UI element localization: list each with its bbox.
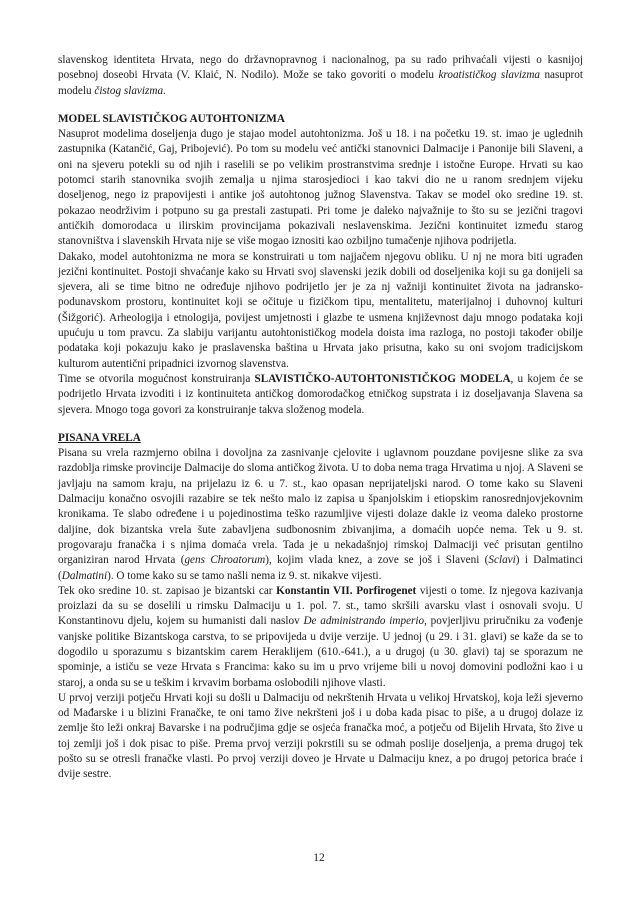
- document-page: [58, 53, 583, 783]
- model-paragraph-3: Time se otvorila mogućnost konstruiranja SLAVISTIČKO-AUTOHTONISTIČKOG MODELA, u kojem će se podrijetlo Hrvata izvoditi i iz kontinuiteta antičkog domorodačkog etničkog supstrata i iz doseljavanja Slavena sa sjevera. Mnogo toga govori za konstruiranje takva složenog modela.: [58, 372, 583, 416]
- sources-paragraph-1: Pisana su vrela razmjerno obilna i dovoljna za zasnivanje cjelovite i uglavnom pouzdane povijesne slike za sva razdoblja rimske provincije Dalmacije do sloma antičkog života. U to doba nema traga Hrvatima u njoj. A Slaveni se javljaju na samom kraju, na prijelazu iz 6. u 7. st., kao opasan neprijateljski narod. O tome kako su Slaveni Dalmaciju konačno osvojili razabire se tek nešto malo iz zapisa u španjolskim i etiopskim ranosrednjovjekovnim kronikama. Te slabo određene i u pojedinostima teško razumljive vijesti dolaze dakle iz veoma daleko prostorne daljine, dok bizantska vrela šute zabavljena sudbonosnim zbivanjima, a domaćih uopće nema. Tek u 9. st. progovaraju franačka i s njima domaća vrela. Tada je u nekadašnjoj rimskoj Dalmaciji već prisutan gentilno organiziran narod Hrvata (gens Chroatorum), kojim vlada knez, a zove se još i Slaveni (Sclavi) i Dalmatinci (Dalmatini). O tome kako su se tamo našli nema iz 9. st. nikakve vijesti.: [58, 447, 584, 582]
- term-dalmatini: Dalmatini: [61, 569, 108, 582]
- section-heading-sources: PISANA VRELA: [58, 431, 141, 444]
- sources-paragraph-3: U prvoj verziji potječu Hrvati koji su došli u Dalmaciju od nekrštenih Hrvata u velikoj Hrvatskoj, koja leži sjeverno od Mađarske i u blizini Franačke, te oni tamo žive nekršteni još i u doba kada pisac to piše, a u drugoj dolaze iz zemlje što leži onkraj Bavarske i na područjima gdje se osjeća franačka moć, a potječu od Bijelih Hrvata, što žive u toj zemlji još i dok pisac to piše. Prema prvoj verziji pokrstili su se odmah poslije doseljenja, a prema drugoj tek pošto su se otresli franačke vlasti. Po prvoj verziji doveo je Hrvate u Dalmaciju knez, a po drugoj petorica braće i dvije sestre.: [58, 691, 583, 781]
- term-kroatisticki-slavizam: kroatističkog slavizma: [438, 69, 541, 82]
- author-name-bold: Konstantin VII. Porfirogenet: [276, 584, 417, 597]
- model-name-bold: SLAVISTIČKO-AUTOHTONISTIČKOG MODELA: [254, 372, 511, 385]
- model-paragraph-2: Dakako, model autohtonizma ne mora se konstruirati u tom najjačem njegovu obliku. U nj ne mora biti ugrađen jezični kontinuitet. Postoji shvaćanje kako su Hrvati svoj slavenski jezik dobili od doseljenika koji su ga donijeli sa sjevera, ali se time bitno ne određuje njihovo podrijetlo jer je za nj važniji kontinuitet života na jadransko-podunavskom prostoru, kontinuitet koji se očituje u fizičkom tipu, mentalitetu, materijalnoj i duhovnoj kulturi (Šižgorić). Arheologija i etnologija, povijest umjetnosti i glazbe te usmena književnost daju mnogo podataka koji upućuju u tom pravcu. Za slabiju varijantu autohtonističkog modela doista ima razloga, no postoji također obilje podataka koji pokazuju kako je praslavenska baština u Hrvata jako prisutna, kako su oni svojom tradicijskom kulturom autentični pripadnici izvornog slavenstva.: [58, 250, 583, 370]
- term-gens-chroatorum: gens Chroatorum: [184, 554, 266, 567]
- book-title-italic: De administrando imperio: [303, 615, 425, 628]
- term-cisti-slavizam: čistog slavizma: [94, 84, 164, 97]
- model-paragraph-1: Nasuprot modelima doseljenja dugo je stajao model autohtonizma. Još u 18. i na početku 19. st. imao je uglednih zastupnika (Katančić, Gaj, Pribojević). Po tom su modelu već antički stanovnici Dalmacije i Panonije bili Slaveni, a oni na sjeveru potekli su od njih i raselili se po velikim prostranstvima srednje i istočne Europe. Hrvati su kao potomci starih stanovnika svojih zemalja u njima starosjedioci i kao takvi dio ne u ranom srednjem vijeku doseljenog, nego iz prapovijesti i antike još autohtonog južnog Slavenstva. Takav se model oko sredine 19. st. pokazao neodrživim i potpuno su ga prestali zastupati. Pri tome je daleko najvažnije to što su se jezični tragovi antičkih domorodaca u ilirskim provincijama pokazivali neslavenskima. Jezični kontinuitet između starog stanovništva i slavenskih Hrvata nije se više mogao iznositi kao ozbiljno tumačenje njihova podrijetla.: [58, 128, 583, 248]
- sources-paragraph-2: Tek oko sredine 10. st. zapisao je bizantski car Konstantin VII. Porfirogenet vijesti o tome. Iz njegova kazivanja proizlazi da su se doselili u rimsku Dalmaciju u 1. pol. 7. st., tamo skršili avarsku vlast i osnovali svoju. U Konstantinovu djelu, kojem su humanisti dali naslov De administrando imperio, povjerljivu priručniku za vođenje vanjske politike Bizantskoga carstva, to se pripovijeda u dvije verzije. U jednoj (u 29. i 31. glavi) se kaže da se to dogodilo u sporazumu s bizantskim carem Heraklijem (610.-641.), a u drugoj (u 30. glavi) taj se sporazum ne spominje, a ističu se veze Hrvata s Francima: kako su im u prvo vrijeme bili u novoj domovini podložni kao i u staroj, a onda su se u teškim i krvavim borbama oslobodili njihove vlasti.: [58, 584, 584, 689]
- intro-paragraph: slavenskog identiteta Hrvata, nego do državnopravnog i nacionalnog, pa su rado prihvaćali vijesti o kasnijoj posebnoj doseobi Hrvata (V. Klaić, N. Nodilo). Može se tako govoriti o modelu kroatističkog slavizma nasuprot modelu čistog slavizma.: [58, 54, 583, 97]
- term-sclavi: Sclavi: [488, 554, 516, 567]
- page-number: 12: [313, 852, 325, 864]
- section-heading-model: MODEL SLAVISTIČKOG AUTOHTONIZMA: [58, 112, 285, 125]
